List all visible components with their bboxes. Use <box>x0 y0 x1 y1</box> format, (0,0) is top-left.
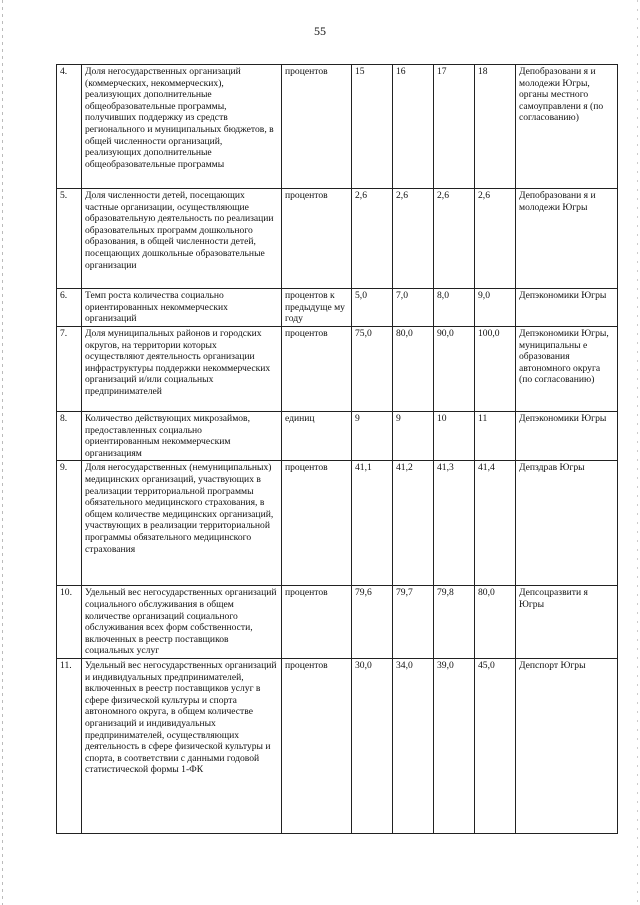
scan-edge-right <box>637 0 638 905</box>
row-number: 9. <box>57 461 82 586</box>
indicator-name: Доля муниципальных районов и городских округов, на территории которых осуществляют деятельность организации инфраструктуры поддержки некоммерческих организаций и/или социальных предпринимателей <box>82 327 282 412</box>
value-1: 79,6 <box>352 586 393 659</box>
value-4: 80,0 <box>475 586 516 659</box>
value-1: 5,0 <box>352 289 393 327</box>
value-2: 79,7 <box>393 586 434 659</box>
value-2: 9 <box>393 412 434 461</box>
value-1: 15 <box>352 65 393 189</box>
value-4: 11 <box>475 412 516 461</box>
responsible: Депэкономики Югры <box>516 289 618 327</box>
table-row <box>57 65 618 189</box>
row-number: 10. <box>57 586 82 659</box>
row-number: 8. <box>57 412 82 461</box>
value-2: 34,0 <box>393 658 434 833</box>
unit: процентов <box>282 586 352 659</box>
value-1: 41,1 <box>352 461 393 586</box>
value-3: 41,3 <box>434 461 475 586</box>
responsible: Депобразовани я и молодежи Югры <box>516 189 618 289</box>
indicator-name: Удельный вес негосударственных организаций социального обслуживания в общем количестве организаций социального обслуживания всех форм собственности, включенных в реестр поставщиков социальных услуг <box>82 586 282 659</box>
indicator-name: Доля негосударственных (немуниципальных) медицинских организаций, участвующих в реализации территориальной программы обязательного медицинского страхования, в общем количестве медицинских организаций, участвующих в реализации территориальной программы обязательного медицинского страхования <box>82 461 282 586</box>
unit: процентов к предыдуще му году <box>282 289 352 327</box>
indicator-name: Удельный вес негосударственных организаций и индивидуальных предпринимателей, включенных в реестр поставщиков услуг в сфере физической культуры и спорта автономного округа, в общем количестве организаций и индивидуальных предпринимателей, осуществляющих деятельность в сфере физической культуры и спорта, в соответствии с данными годовой статистической формы 1-ФК <box>82 658 282 833</box>
table-row <box>57 189 618 289</box>
scan-edge-left <box>2 0 3 905</box>
unit: процентов <box>282 327 352 412</box>
indicator-name: Доля негосударственных организаций (коммерческих, некоммерческих), реализующих дополнительные общеобразовательные программы, получивших поддержку из средств регионального и муниципальных бюджетов, в общей численности организаций, реализующих дополнительные общеобразовательные программы <box>82 65 282 189</box>
table-row <box>57 461 618 586</box>
responsible: Депздрав Югры <box>516 461 618 586</box>
value-4: 100,0 <box>475 327 516 412</box>
value-2: 16 <box>393 65 434 189</box>
value-1: 9 <box>352 412 393 461</box>
value-1: 30,0 <box>352 658 393 833</box>
responsible: Депобразовани я и молодежи Югры, органы местного самоуправлени я (по согласованию) <box>516 65 618 189</box>
table-row <box>57 658 618 833</box>
unit: процентов <box>282 461 352 586</box>
value-3: 17 <box>434 65 475 189</box>
unit: процентов <box>282 189 352 289</box>
indicator-name: Доля численности детей, посещающих частные организации, осуществляющие образовательную деятельность по реализации образовательных программ дошкольного образования, в общей численности детей, посещающих дошкольные образовательные организации <box>82 189 282 289</box>
responsible: Депспорт Югры <box>516 658 618 833</box>
value-3: 8,0 <box>434 289 475 327</box>
table-row <box>57 586 618 659</box>
value-4: 18 <box>475 65 516 189</box>
table-row <box>57 289 618 327</box>
row-number: 5. <box>57 189 82 289</box>
row-number: 11. <box>57 658 82 833</box>
value-3: 10 <box>434 412 475 461</box>
value-4: 45,0 <box>475 658 516 833</box>
row-number: 6. <box>57 289 82 327</box>
value-2: 2,6 <box>393 189 434 289</box>
unit: процентов <box>282 658 352 833</box>
responsible: Депэкономики Югры <box>516 412 618 461</box>
table-row <box>57 327 618 412</box>
value-4: 41,4 <box>475 461 516 586</box>
indicator-name: Темп роста количества социально ориентированных некоммерческих организаций <box>82 289 282 327</box>
value-2: 80,0 <box>393 327 434 412</box>
value-2: 41,2 <box>393 461 434 586</box>
table-row <box>57 412 618 461</box>
responsible: Депэкономики Югры, муниципальны е образования автономного округа (по согласованию) <box>516 327 618 412</box>
value-3: 79,8 <box>434 586 475 659</box>
row-number: 7. <box>57 327 82 412</box>
value-3: 2,6 <box>434 189 475 289</box>
responsible: Депсоцразвити я Югры <box>516 586 618 659</box>
value-1: 75,0 <box>352 327 393 412</box>
value-3: 90,0 <box>434 327 475 412</box>
value-4: 9,0 <box>475 289 516 327</box>
indicators-table <box>56 64 618 834</box>
unit: процентов <box>282 65 352 189</box>
value-2: 7,0 <box>393 289 434 327</box>
value-3: 39,0 <box>434 658 475 833</box>
page-number: 55 <box>314 24 326 38</box>
value-4: 2,6 <box>475 189 516 289</box>
value-1: 2,6 <box>352 189 393 289</box>
row-number: 4. <box>57 65 82 189</box>
unit: единиц <box>282 412 352 461</box>
indicator-name: Количество действующих микрозаймов, предоставленных социально ориентированным некоммерческим организациям <box>82 412 282 461</box>
